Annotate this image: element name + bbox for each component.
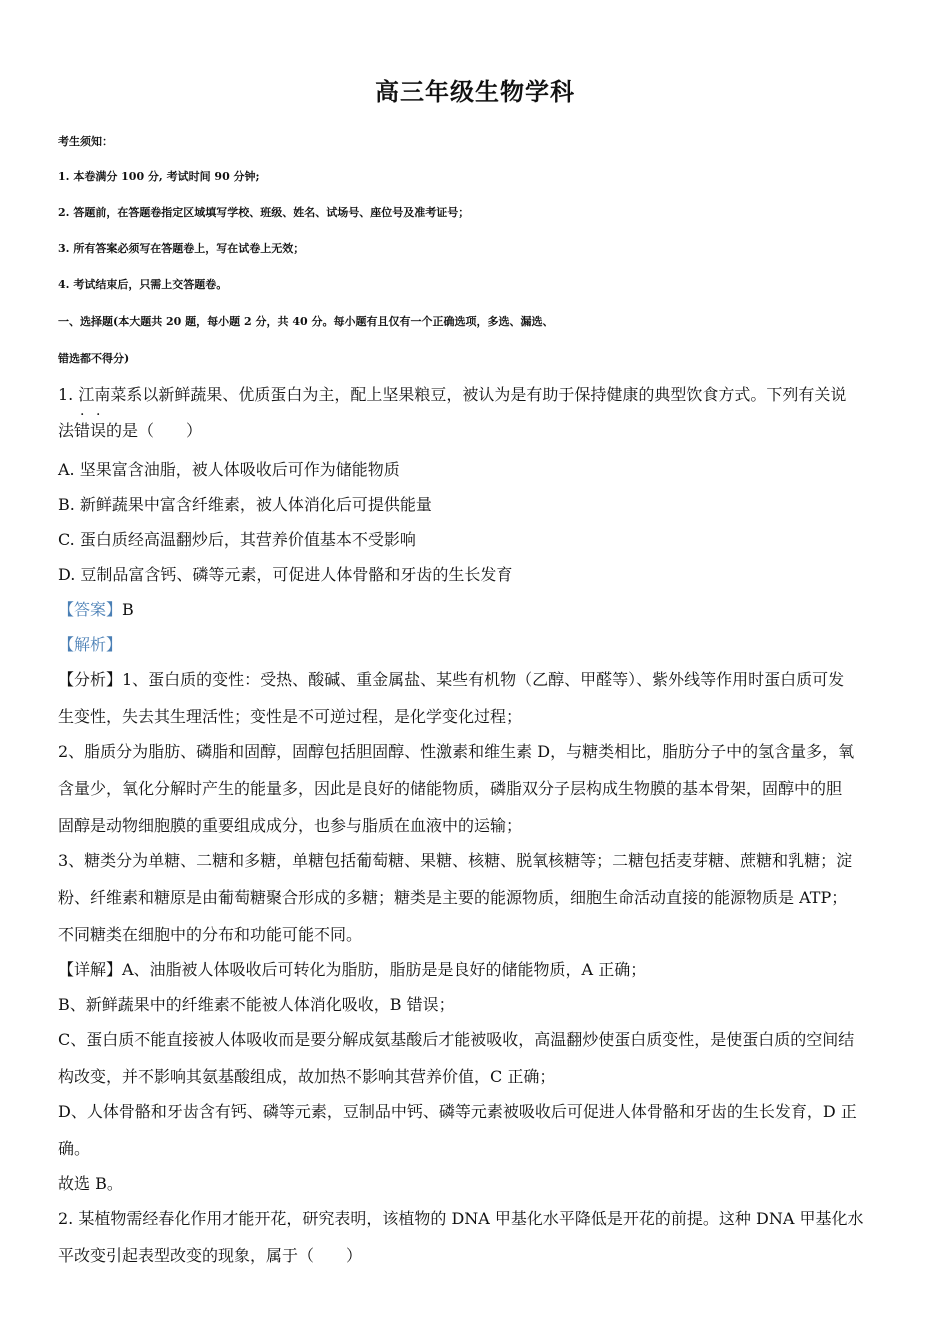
section-heading-line-2: 错选都不得分) bbox=[58, 352, 130, 365]
q2-stem-line-1: 2. 某植物需经春化作用才能开花，研究表明，该植物的 DNA 甲基化水平降低是开花的前提。这种 DNA 甲基化水 bbox=[58, 1209, 864, 1228]
analysis-line: 3、糖类分为单糖、二糖和多糖，单糖包括葡萄糖、果糖、核糖、脱氧核糖等；二糖包括麦芽糖、蔗糖和乳糖；淀 bbox=[58, 851, 853, 870]
detail-line: 确。 bbox=[58, 1139, 91, 1158]
q1-option-a: A. 坚果富含油脂，被人体吸收后可作为储能物质 bbox=[58, 460, 400, 479]
analysis-line: 粉、纤维素和糖原是由葡萄糖聚合形成的多糖；糖类是主要的能源物质，细胞生命活动直接的能源物质是 ATP； bbox=[58, 888, 848, 907]
q1-option-c: C. 蛋白质经高温翻炒后，其营养价值基本不受影响 bbox=[58, 530, 416, 549]
detail-line: 【详解】A、油脂被人体吸收后可转化为脂肪，脂肪是是良好的储能物质，A 正确； bbox=[58, 960, 647, 979]
analysis-line: 含量少，氧化分解时产生的能量多，因此是良好的储能物质，磷脂双分子层构成生物膜的基本骨架，固醇中的胆 bbox=[58, 779, 843, 798]
analysis-line: 【分析】1、蛋白质的变性：受热、酸碱、重金属盐、某些有机物（乙醇、甲醛等）、紫外线等作用时蛋白质可发 bbox=[58, 670, 845, 689]
conclusion-line: 故选 B。 bbox=[58, 1174, 123, 1193]
analysis-label: 【解析】 bbox=[58, 635, 123, 654]
q1-stem-text-1: 1. 江南菜系以新鲜蔬果、优质蛋白为主，配上坚果粮豆，被认为是有助于保持健康的典型饮食方式。下列有关说 bbox=[58, 385, 847, 404]
answer-value: B bbox=[122, 600, 134, 619]
section-heading-line-1: 一、选择题(本大题共 20 题，每小题 2 分，共 40 分。每小题有且仅有一个正确选项，多选、漏选、 bbox=[58, 315, 554, 328]
q1-stem-text-2: 法错误的是（ ） bbox=[58, 421, 203, 440]
detail-line: D、人体骨骼和牙齿含有钙、磷等元素，豆制品中钙、磷等元素被吸收后可促进人体骨骼和牙齿的生长发育，D 正 bbox=[58, 1102, 857, 1121]
detail-line: 构改变，并不影响其氨基酸组成，故加热不影响其营养价值，C 正确； bbox=[58, 1067, 556, 1086]
page-title: 高三年级生物学科 bbox=[375, 77, 575, 106]
detail-line: B、新鲜蔬果中的纤维素不能被人体消化吸收，B 错误； bbox=[58, 995, 455, 1014]
analysis-line: 不同糖类在细胞中的分布和功能可能不同。 bbox=[58, 925, 363, 944]
analysis-line: 固醇是动物细胞膜的重要组成成分，也参与脂质在血液中的运输； bbox=[58, 816, 523, 835]
q1-stem-line-1 bbox=[58, 384, 898, 406]
q1-answer bbox=[58, 599, 898, 621]
answer-label: 【答案】 bbox=[58, 600, 123, 619]
q1-emphasis-dots bbox=[78, 407, 118, 423]
detail-line: C、蛋白质不能直接被人体吸收而是要分解成氨基酸后才能被吸收，高温翻炒使蛋白质变性，是使蛋白质的空间结 bbox=[58, 1030, 855, 1049]
analysis-line: 生变性，失去其生理活性；变性是不可逆过程，是化学变化过程； bbox=[58, 707, 523, 726]
notice-item-3: 3. 所有答案必须写在答题卷上，写在试卷上无效； bbox=[58, 242, 305, 255]
analysis-line: 2、脂质分为脂肪、磷脂和固醇，固醇包括胆固醇、性激素和维生素 D，与糖类相比，脂肪分子中的氢含量多，氧 bbox=[58, 742, 855, 761]
notice-item-1: 1. 本卷满分 100 分, 考试时间 90 分钟; bbox=[58, 170, 260, 183]
q1-option-d: D. 豆制品富含钙、磷等元素，可促进人体骨骼和牙齿的生长发育 bbox=[58, 565, 513, 584]
emphasis-dot-2: · bbox=[96, 407, 101, 423]
notice-heading: 考生须知： bbox=[58, 135, 113, 148]
q1-option-b: B. 新鲜蔬果中富含纤维素，被人体消化后可提供能量 bbox=[58, 495, 432, 514]
q2-stem-line-2: 平改变引起表型改变的现象，属于（ ） bbox=[58, 1246, 363, 1265]
notice-item-2: 2. 答题前，在答题卷指定区域填写学校、班级、姓名、试场号、座位号及准考证号； bbox=[58, 206, 470, 219]
notice-item-4: 4. 考试结束后，只需上交答题卷。 bbox=[58, 278, 228, 291]
emphasis-dot-1: · bbox=[80, 407, 85, 423]
q1-stem-line-2 bbox=[58, 420, 898, 442]
